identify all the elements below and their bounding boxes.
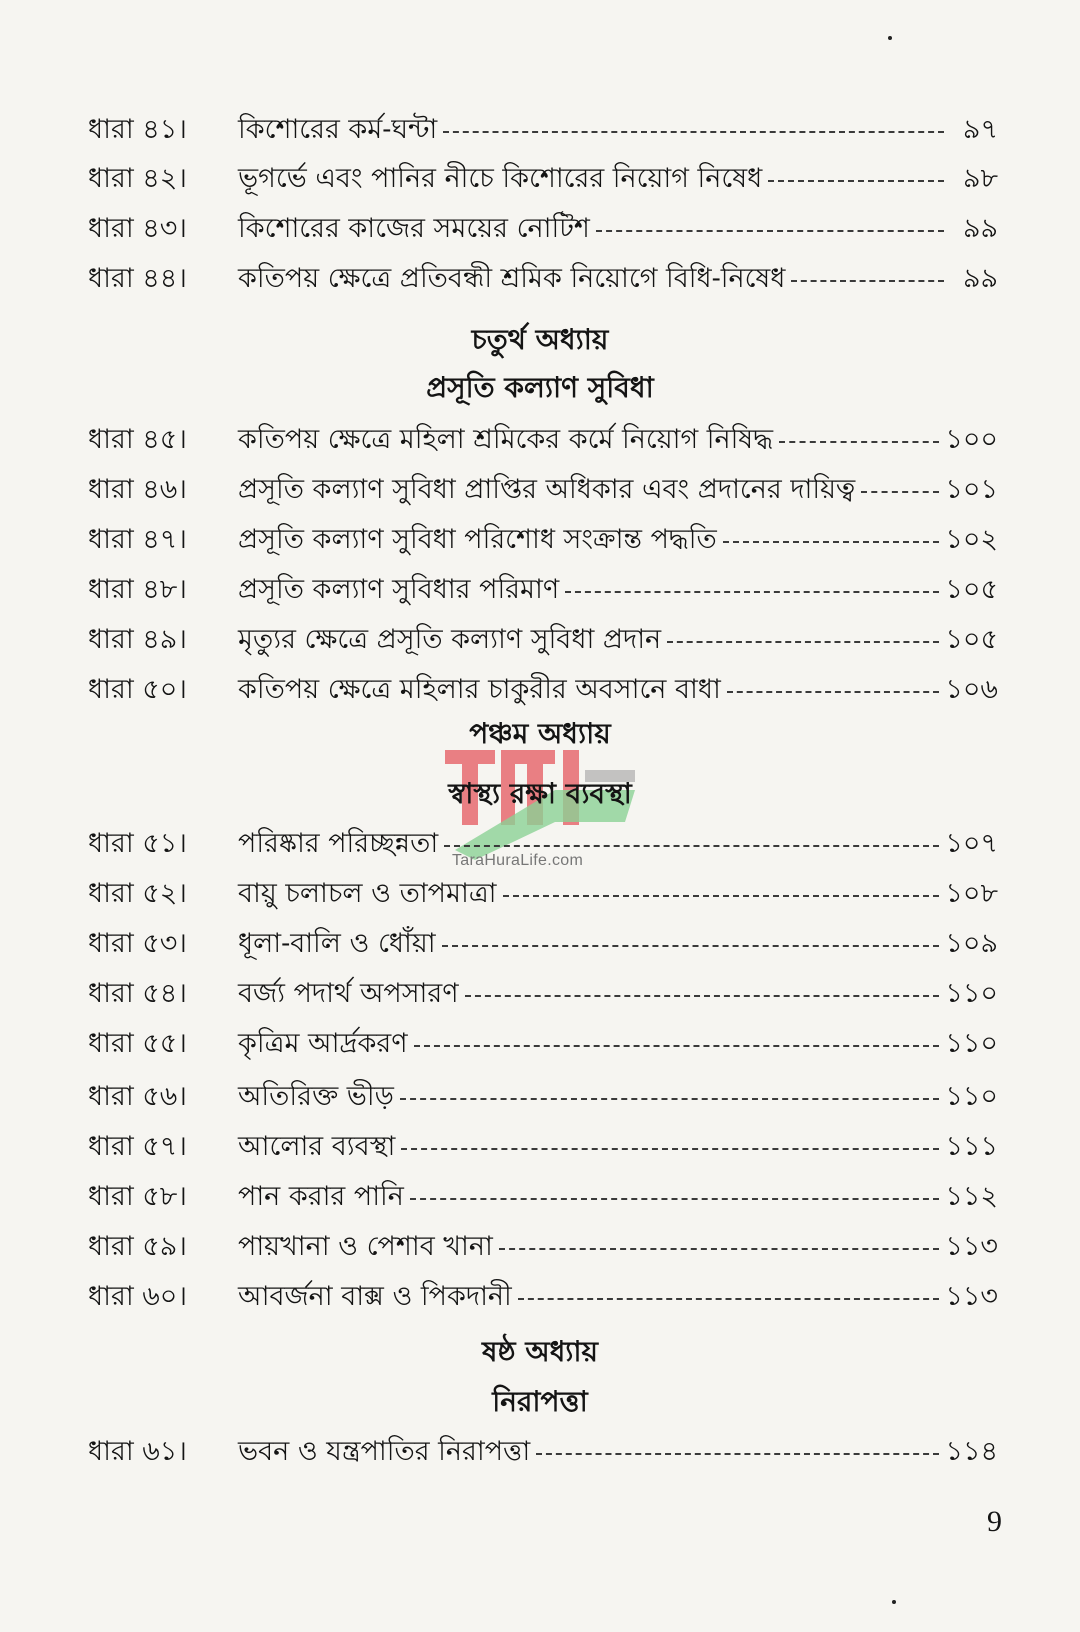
section-number: ধারা ৪৫। bbox=[88, 424, 187, 455]
toc-entry bbox=[88, 468, 998, 512]
dot-leader bbox=[444, 845, 939, 847]
section-number: ধারা ৫৭। bbox=[88, 1131, 187, 1162]
dot-leader bbox=[596, 230, 944, 232]
section-number: ধারা ৫৯। bbox=[88, 1231, 187, 1262]
section-number: ধারা ৪৪। bbox=[88, 263, 187, 294]
section-title: ভূগর্ভে এবং পানির নীচে কিশোরের নিয়োগ নিষেধ bbox=[238, 163, 763, 194]
chapter-subheading: প্রসূতি কল্যাণ সুবিধা bbox=[426, 371, 654, 404]
section-title: অতিরিক্ত ভীড় bbox=[238, 1081, 394, 1112]
section-title: কিশোরের কাজের সময়ের নোটিশ bbox=[238, 213, 590, 244]
section-number: ধারা ৪৭। bbox=[88, 524, 187, 555]
section-title: বায়ু চলাচল ও তাপমাত্রা bbox=[238, 878, 497, 909]
page-ref: ১০৫ bbox=[945, 574, 998, 605]
toc-entry bbox=[88, 1075, 998, 1119]
page-ref: ১০২ bbox=[945, 524, 998, 555]
section-number: ধারা ৪২। bbox=[88, 163, 187, 194]
page-ref: ১১৩ bbox=[945, 1231, 998, 1262]
page-ref: ১০৬ bbox=[945, 674, 998, 705]
dot-leader bbox=[791, 280, 944, 282]
section-number: ধারা ৬০। bbox=[88, 1281, 187, 1312]
toc-entry bbox=[88, 108, 998, 152]
section-number: ধারা ৬১। bbox=[88, 1436, 187, 1467]
section-title: কতিপয় ক্ষেত্রে মহিলার চাকুরীর অবসানে বাধা bbox=[238, 674, 721, 705]
chapter-heading: চতুর্থ অধ্যায় bbox=[471, 323, 609, 356]
section-title: ভবন ও যন্ত্রপাতির নিরাপত্তা bbox=[238, 1436, 531, 1467]
print-speck bbox=[888, 36, 892, 40]
section-number: ধারা ৫৮। bbox=[88, 1181, 187, 1212]
section-title: মৃত্যুর ক্ষেত্রে প্রসূতি কল্যাণ সুবিধা প্রদান bbox=[238, 624, 662, 655]
section-title: কতিপয় ক্ষেত্রে মহিলা শ্রমিকের কর্মে নিয়োগ নিষিদ্ধ bbox=[238, 424, 774, 455]
dot-leader bbox=[565, 591, 939, 593]
page-ref: ১০১ bbox=[945, 474, 998, 505]
dot-leader bbox=[410, 1198, 940, 1200]
section-title: আলোর ব্যবস্থা bbox=[238, 1131, 396, 1162]
toc-entry bbox=[88, 568, 998, 612]
toc-entry bbox=[88, 207, 998, 251]
page-ref: ৯৭ bbox=[962, 114, 998, 145]
section-number: ধারা ৫৪। bbox=[88, 978, 187, 1009]
dot-leader bbox=[723, 541, 940, 543]
section-number: ধারা ৪৩। bbox=[88, 213, 187, 244]
section-title: প্রসূতি কল্যাণ সুবিধা প্রাপ্তির অধিকার এবং প্রদানের দায়িত্ব bbox=[238, 474, 856, 505]
toc-entry bbox=[88, 1175, 998, 1219]
toc-entry bbox=[88, 1430, 998, 1474]
page-ref: ১০০ bbox=[945, 424, 998, 455]
page-ref: ১১০ bbox=[945, 978, 998, 1009]
section-number: ধারা ৪১। bbox=[88, 114, 187, 145]
dot-leader bbox=[499, 1248, 940, 1250]
section-number: ধারা ৪৬। bbox=[88, 474, 187, 505]
toc-entry bbox=[88, 922, 998, 966]
page-ref: ১১২ bbox=[945, 1181, 998, 1212]
dot-leader bbox=[727, 691, 940, 693]
section-title: প্রসূতি কল্যাণ সুবিধা পরিশোধ সংক্রান্ত পদ্ধতি bbox=[238, 524, 717, 555]
toc-entry bbox=[88, 157, 998, 201]
section-title: বর্জ্য পদার্থ অপসারণ bbox=[238, 978, 459, 1009]
toc-entry bbox=[88, 1275, 998, 1319]
dot-leader bbox=[442, 945, 940, 947]
page-ref: ৯৮ bbox=[962, 163, 998, 194]
toc-entry bbox=[88, 668, 998, 712]
chapter-subheading: নিরাপত্তা bbox=[492, 1385, 588, 1418]
section-title: কতিপয় ক্ষেত্রে প্রতিবন্ধী শ্রমিক নিয়োগে বিধি-নিষেধ bbox=[238, 263, 786, 294]
page-ref: ১১৩ bbox=[945, 1281, 998, 1312]
dot-leader bbox=[518, 1298, 940, 1300]
page-ref: ৯৯ bbox=[962, 263, 998, 294]
section-title: কিশোরের কর্ম-ঘন্টা bbox=[238, 114, 438, 145]
dot-leader bbox=[768, 180, 944, 182]
toc-entry bbox=[88, 1022, 998, 1066]
dot-leader bbox=[400, 1098, 940, 1100]
page-ref: ১১০ bbox=[945, 1028, 998, 1059]
dot-leader bbox=[465, 995, 940, 997]
section-title: পায়খানা ও পেশাব খানা bbox=[238, 1231, 493, 1262]
dot-leader bbox=[414, 1045, 940, 1047]
toc-entry bbox=[88, 1125, 998, 1169]
section-number: ধারা ৫১। bbox=[88, 828, 187, 859]
dot-leader bbox=[401, 1148, 939, 1150]
page-ref: ১০৮ bbox=[945, 878, 998, 909]
page-ref: ৯৯ bbox=[962, 213, 998, 244]
section-number: ধারা ৪৯। bbox=[88, 624, 187, 655]
toc-entry bbox=[88, 257, 998, 301]
chapter-heading: ষষ্ঠ অধ্যায় bbox=[481, 1335, 599, 1368]
section-title: পান করার পানি bbox=[238, 1181, 404, 1212]
page-ref: ১০৭ bbox=[945, 828, 998, 859]
toc-entry bbox=[88, 872, 998, 916]
dot-leader bbox=[779, 441, 939, 443]
toc-entry bbox=[88, 518, 998, 562]
section-title: পরিষ্কার পরিচ্ছন্নতা bbox=[238, 828, 439, 859]
print-speck bbox=[892, 1600, 896, 1604]
section-number: ধারা ৫০। bbox=[88, 674, 187, 705]
section-number: ধারা ৫৩। bbox=[88, 928, 187, 959]
toc-entry bbox=[88, 822, 998, 866]
toc-entry bbox=[88, 972, 998, 1016]
section-number: ধারা ৫৫। bbox=[88, 1028, 187, 1059]
section-number: ধারা ৫৬। bbox=[88, 1081, 187, 1112]
section-number: ধারা ৪৮। bbox=[88, 574, 187, 605]
watermark-url: TaraHuraLife.com bbox=[452, 852, 584, 869]
section-number: ধারা ৫২। bbox=[88, 878, 187, 909]
section-title: ধূলা-বালি ও ধোঁয়া bbox=[238, 928, 436, 959]
page-ref: ১০৫ bbox=[945, 624, 998, 655]
page-ref: ১১৪ bbox=[945, 1436, 998, 1467]
dot-leader bbox=[667, 641, 939, 643]
chapter-heading: পঞ্চম অধ্যায় bbox=[469, 717, 611, 750]
dot-leader bbox=[443, 131, 944, 133]
dot-leader bbox=[503, 895, 940, 897]
toc-entry bbox=[88, 618, 998, 662]
section-title: কৃত্রিম আর্দ্রকরণ bbox=[238, 1028, 408, 1059]
section-title: আবর্জনা বাক্স ও পিকদানী bbox=[238, 1281, 512, 1312]
page-ref: ১০৯ bbox=[945, 928, 998, 959]
page-ref: ১১০ bbox=[945, 1081, 998, 1112]
section-title: প্রসূতি কল্যাণ সুবিধার পরিমাণ bbox=[238, 574, 560, 605]
dot-leader bbox=[536, 1453, 939, 1455]
toc-entry bbox=[88, 1225, 998, 1269]
toc-entry bbox=[88, 418, 998, 462]
page-number: 9 bbox=[987, 1505, 1002, 1538]
page-ref: ১১১ bbox=[945, 1131, 998, 1162]
dot-leader bbox=[861, 491, 939, 493]
chapter-subheading: স্বাস্থ্য রক্ষা ব্যবস্থা bbox=[448, 777, 632, 810]
